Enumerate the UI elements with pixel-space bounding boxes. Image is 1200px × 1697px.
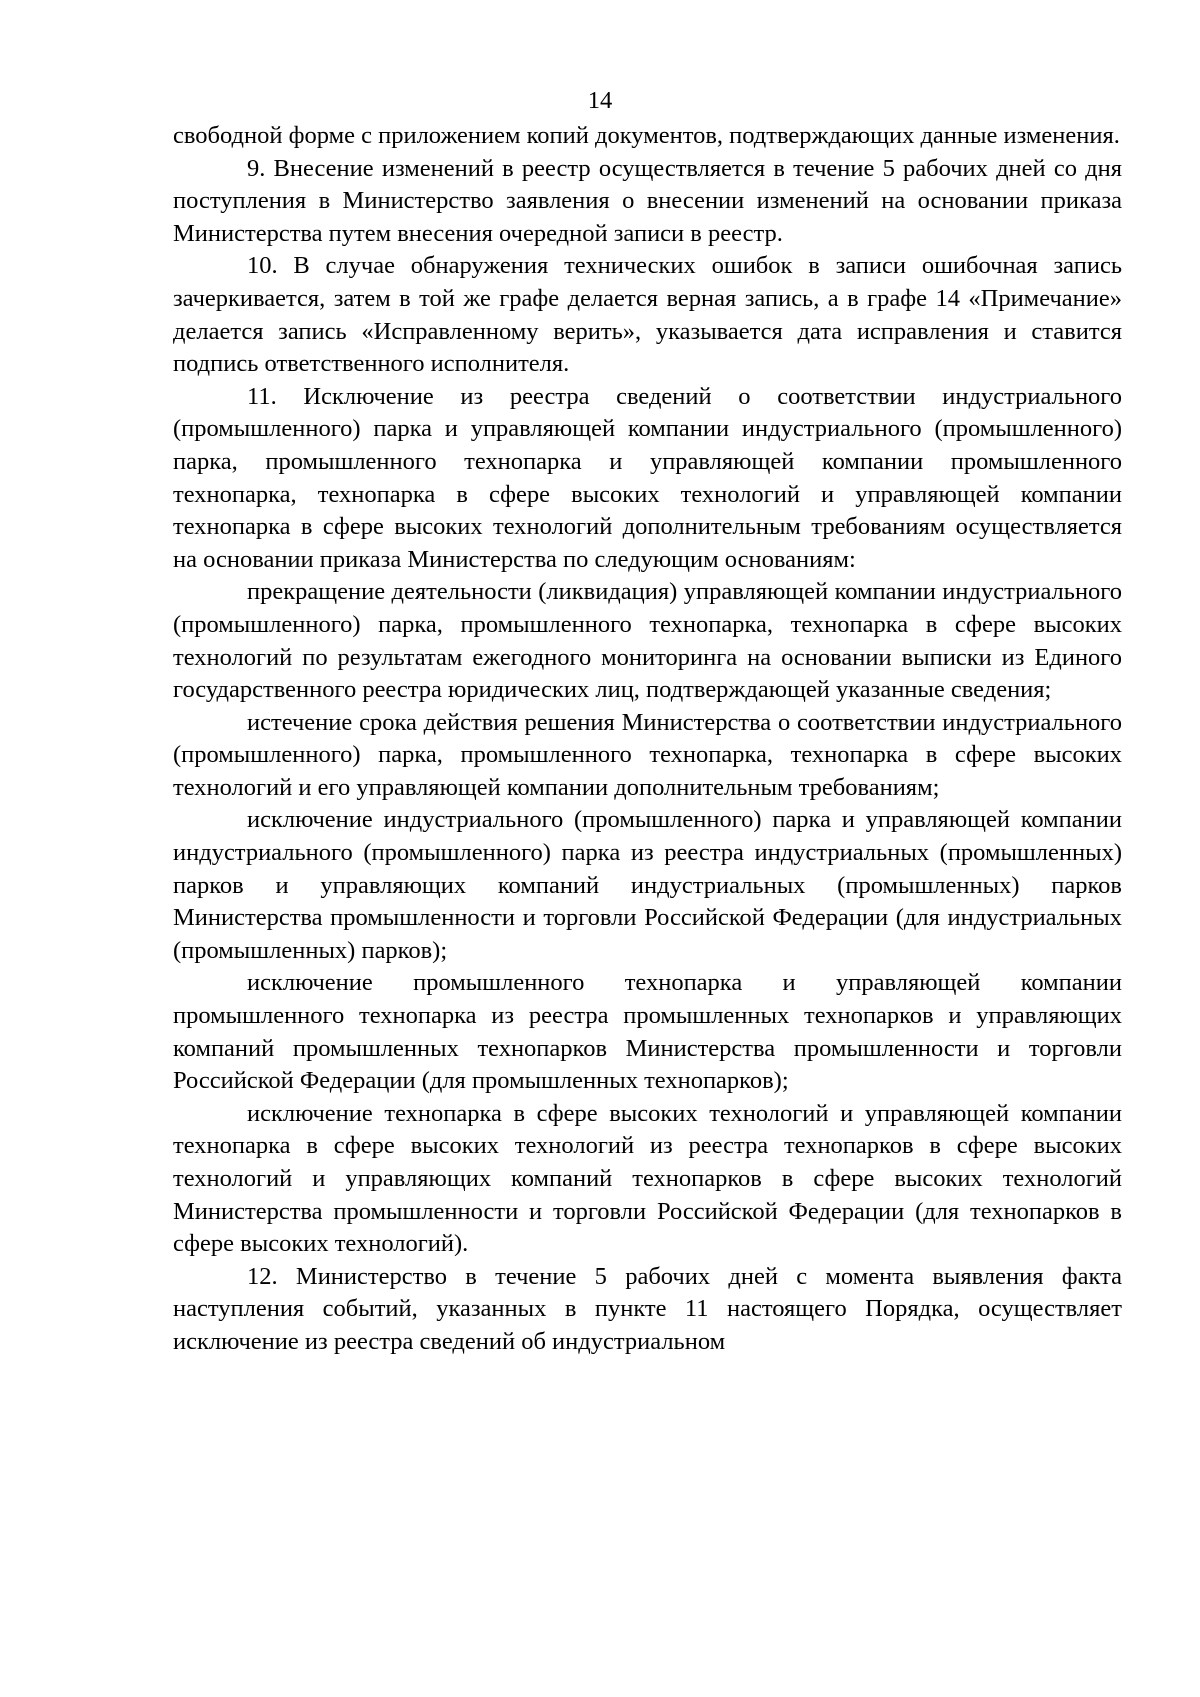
- page-number: 14: [587, 87, 613, 114]
- paragraph-basis-hightech-technopark: исключение технопарка в сфере высоких технологий и управляющей компании технопарка в сфере высоких технологий из реестра технопарков в сфере высоких технологий и управляющих компаний технопарков в сфере высоких технологий Министерства промышленности и торговли Российской Федерации (для технопарков в сфере высоких технологий).: [173, 1099, 1122, 1258]
- document-body: [173, 120, 1122, 1359]
- paragraph-item-9: 9. Внесение изменений в реестр осуществляется в течение 5 рабочих дней со дня поступления в Министерство заявления о внесении изменений на основании приказа Министерства путем внесения очередной записи в реестр.: [173, 154, 1122, 247]
- paragraph-item-10: 10. В случае обнаружения технических ошибок в записи ошибочная запись зачеркивается, затем в той же графе делается верная запись, а в графе 14 «Примечание» делается запись «Исправленному верить», указывается дата исправления и ставится подпись ответственного исполнителя.: [173, 252, 1122, 378]
- paragraph-basis-industrial-park: исключение индустриального (промышленного) парка и управляющей компании индустриального (промышленного) парка из реестра индустриальных (промышленных) парков и управляющих компаний индустриальных (промышленных) парков Министерства промышленности и торговли Российской Федерации (для индустриальных (промышленных) парков);: [173, 806, 1122, 964]
- paragraph-basis-liquidation: прекращение деятельности (ликвидация) управляющей компании индустриального (промышленного) парка, промышленного технопарка, технопарка в сфере высоких технологий по результатам ежегодного мониторинга на основании выписки из Единого государственного реестра юридических лиц, подтверждающей указанные сведения;: [173, 578, 1122, 704]
- paragraph-continuation: свободной форме с приложением копий документов, подтверждающих данные изменения.: [173, 122, 1120, 149]
- paragraph-basis-expiry: истечение срока действия решения Министерства о соответствии индустриального (промышленного) парка, промышленного технопарка, технопарка в сфере высоких технологий и его управляющей компании дополнительным требованиям;: [173, 708, 1122, 801]
- paragraph-item-12: 12. Министерство в течение 5 рабочих дней с момента выявления факта наступления событий, указанных в пункте 11 настоящего Порядка, осуществляет исключение из реестра сведений об индустриальном: [173, 1262, 1122, 1355]
- paragraph-item-11: 11. Исключение из реестра сведений о соответствии индустриального (промышленного) парка и управляющей компании индустриального (промышленного) парка, промышленного технопарка и управляющей компании промышленного технопарка, технопарка в сфере высоких технологий и управляющей компании технопарка в сфере высоких технологий дополнительным требованиям осуществляется на основании приказа Министерства по следующим основаниям:: [173, 382, 1122, 573]
- paragraph-basis-industrial-technopark: исключение промышленного технопарка и управляющей компании промышленного технопарка из реестра промышленных технопарков и управляющих компаний промышленных технопарков Министерства промышленности и торговли Российской Федерации (для промышленных технопарков);: [173, 969, 1122, 1095]
